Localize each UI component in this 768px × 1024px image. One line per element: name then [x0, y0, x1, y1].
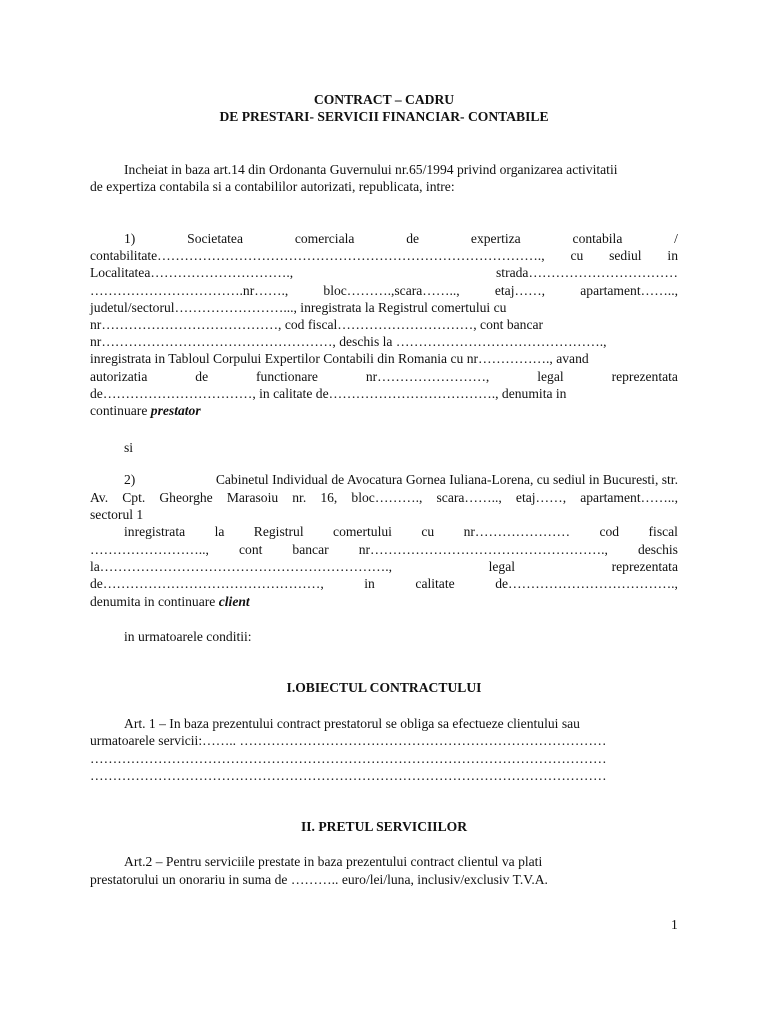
text-fragment: bloc……….,scara…….., — [323, 283, 460, 298]
text-fragment: etaj……, — [515, 490, 567, 505]
text-fragment: de — [195, 369, 209, 384]
text-fragment: de…………………………………………, — [90, 576, 324, 591]
text-fragment: autorizatia — [90, 369, 148, 384]
text-fragment: inregistrata — [124, 524, 186, 539]
text-fragment: calitate — [415, 576, 455, 591]
conditions-text: in urmatoarele conditii: — [124, 629, 252, 644]
party1-line-2 — [90, 247, 678, 264]
section2-heading: II. PRETUL SERVICIILOR — [300, 819, 468, 834]
text-fragment: apartament…….., — [580, 490, 678, 505]
text-fragment: contabilitate…………………………………………………………………………., — [90, 248, 545, 263]
text-fragment: cu — [421, 524, 435, 539]
text-fragment: nr……………………, — [365, 369, 490, 384]
text-fragment: de — [406, 231, 420, 246]
section1-heading: I.OBIECTUL CONTRACTULUI — [286, 680, 482, 695]
party2-line-7 — [90, 575, 678, 592]
party1-line-3 — [90, 264, 678, 281]
text-fragment: Cpt. — [122, 490, 146, 505]
text-fragment: Localitatea…………………………., — [90, 265, 294, 280]
title-line-1: CONTRACT – CADRU — [313, 92, 455, 107]
article1-line-3: …………………………………………………………………………………………………… — [90, 751, 607, 766]
text-fragment: scara…….., — [436, 490, 502, 505]
party1-line-5: judetul/sectorul……………………..., inregistrata la Registrul comertului cu — [90, 300, 507, 315]
text-fragment: Cabinetul Individual de Avocatura Gornea Iuliana-Lorena, cu sediul in Bucuresti, str. — [215, 472, 678, 487]
si-text: si — [124, 440, 134, 455]
text-fragment: legal — [488, 559, 516, 574]
party1-line-6: nr…………………………………, cod fiscal…………………………, cont bancar — [90, 317, 544, 332]
text-fragment: comertului — [333, 524, 392, 539]
text-fragment: cod — [599, 524, 620, 539]
continuation-text: denumita in continuare — [90, 594, 219, 609]
party2-line-4 — [124, 523, 678, 540]
party1-line-4 — [90, 282, 678, 299]
text-fragment: functionare — [256, 369, 318, 384]
continuation-text: continuare — [90, 403, 151, 418]
party1-line-1 — [124, 230, 678, 247]
article2-line-1: Art.2 – Pentru serviciile prestate in baza prezentului contract clientul va plati — [124, 854, 543, 869]
text-fragment: Gheorghe — [159, 490, 213, 505]
text-fragment: 2) — [124, 472, 136, 487]
text-fragment: …………………….., — [90, 542, 209, 557]
text-fragment: contabila — [572, 231, 623, 246]
text-fragment: deschis — [637, 542, 678, 557]
text-fragment: strada…………………………… — [496, 265, 678, 280]
party2-line-6 — [90, 558, 678, 575]
text-fragment: …………………………….nr……., — [90, 283, 289, 298]
text-fragment: nr……………………………………………, deschis la ………………………………………., — [90, 334, 607, 349]
text-fragment: in — [364, 576, 375, 591]
text-fragment: Societatea — [187, 231, 243, 246]
title-line-2: DE PRESTARI- SERVICII FINANCIAR- CONTABILE — [219, 109, 549, 124]
party1-line-8: inregistrata in Tabloul Corpului Expertilor Contabili din Romania cu nr……………., avand — [90, 351, 589, 366]
text-fragment: comerciala — [294, 231, 355, 246]
text-fragment: nr………………… — [463, 524, 571, 539]
text-fragment: reprezentata — [611, 559, 678, 574]
text-fragment: in — [667, 248, 678, 263]
prestator-term: prestator — [150, 403, 201, 418]
party1-line-7 — [90, 333, 607, 350]
intro-line-2: de expertiza contabila si a contabililor autorizati, republicata, intre: — [90, 179, 455, 194]
text-fragment: etaj……, — [494, 283, 546, 298]
text-fragment: 16, — [320, 490, 338, 505]
text-fragment: / — [674, 231, 678, 246]
party2-line-5 — [90, 541, 678, 558]
text-fragment: cu — [570, 248, 584, 263]
party2-line-2 — [90, 489, 678, 506]
text-fragment: Av. — [90, 490, 109, 505]
text-fragment: sediul — [609, 248, 642, 263]
text-fragment: legal — [537, 369, 564, 384]
text-fragment: Registrul — [253, 524, 304, 539]
article1-line-2: urmatoarele servicii:…….. ……………………………………………………………………… — [90, 733, 607, 748]
party1-line-11 — [90, 402, 201, 419]
text-fragment: bancar — [292, 542, 329, 557]
text-fragment: Marasoiu — [226, 490, 279, 505]
page-number: 1 — [671, 917, 678, 932]
text-fragment: nr. — [292, 490, 307, 505]
text-fragment: la — [214, 524, 225, 539]
text-fragment: 1) — [124, 231, 136, 246]
text-fragment: la………………………………………………………., — [90, 559, 393, 574]
party2-line-8 — [90, 593, 250, 610]
party1-line-10: de……………………………, in calitate de………………………………., denumita in — [90, 386, 567, 401]
party1-line-9 — [90, 368, 678, 385]
text-fragment: expertiza — [470, 231, 521, 246]
article1-line-4: …………………………………………………………………………………………………… — [90, 768, 607, 783]
article2-line-2: prestatorului un onorariu in suma de ……….. euro/lei/luna, inclusiv/exclusiv T.V.A. — [90, 872, 548, 887]
party2-line-1 — [124, 471, 678, 488]
text-fragment: fiscal — [648, 524, 678, 539]
text-fragment: de………………………………., — [495, 576, 678, 591]
text-fragment: reprezentata — [611, 369, 678, 384]
text-fragment: apartament…….., — [580, 283, 678, 298]
text-fragment: nr……………………………………………., — [358, 542, 608, 557]
party2-line-3: sectorul 1 — [90, 507, 144, 522]
text-fragment: bloc………., — [351, 490, 423, 505]
text-fragment: cont — [238, 542, 263, 557]
article1-line-1: Art. 1 – In baza prezentului contract prestatorul se obliga sa efectueze clientului sau — [124, 716, 580, 731]
intro-line-1: Incheiat in baza art.14 din Ordonanta Guvernului nr.65/1994 privind organizarea activitatii — [124, 162, 618, 177]
client-term: client — [218, 594, 250, 609]
